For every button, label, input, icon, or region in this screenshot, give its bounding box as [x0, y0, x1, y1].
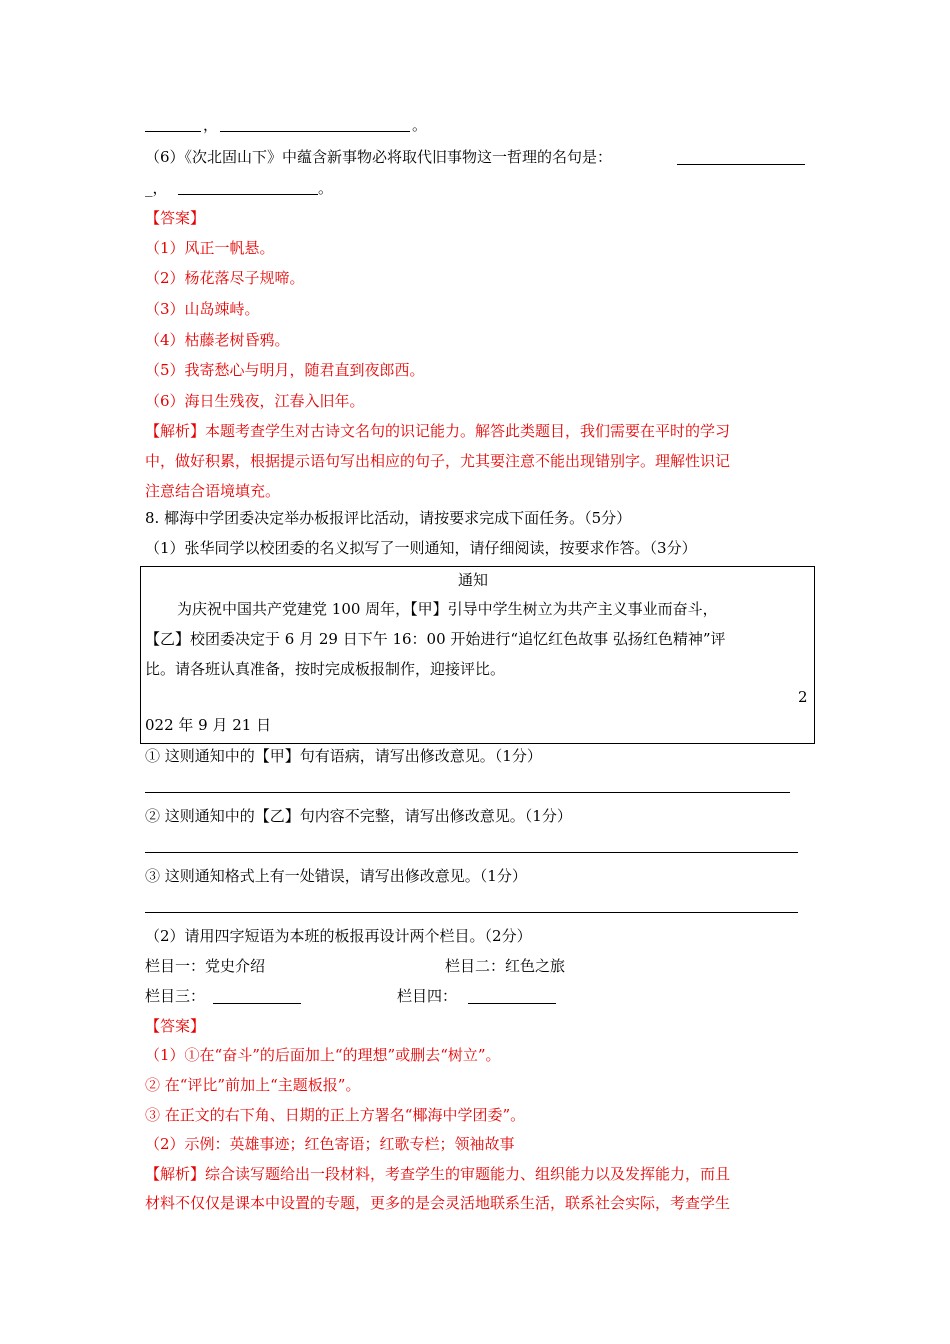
answer-line: ③ 在正文的右下角、日期的正上方署名“椰海中学团委”。	[145, 1106, 526, 1124]
notice-body-line: 比。请各班认真准备，按时完成板报制作，迎接评比。	[145, 660, 506, 678]
answer-line-blank[interactable]	[145, 912, 798, 913]
column-2: 栏目二：红色之旅	[445, 957, 566, 975]
notice-date: 022 年 9 月 21 日	[145, 716, 272, 734]
analysis-text: 本题考查学生对古诗文名句的识记能力。解答此类题目，我们需要在平时的学习	[205, 422, 731, 440]
answer-blank[interactable]	[677, 164, 805, 165]
answer-line: （1）①在“奋斗”的后面加上“的理想”或删去“树立”。	[145, 1046, 501, 1064]
answer-line: （4）枯藤老树昏鸦。	[145, 331, 290, 349]
answer-line: （2）示例：英雄事迹；红色寄语；红歌专栏；领袖故事	[145, 1135, 515, 1153]
column-4-blank[interactable]	[468, 1003, 556, 1004]
question-8-item-3: ③ 这则通知格式上有一处错误，请写出修改意见。（1分）	[145, 867, 527, 885]
answer-blank[interactable]	[178, 194, 318, 195]
question-8-item-2: ② 这则通知中的【乙】句内容不完整，请写出修改意见。（1分）	[145, 807, 572, 825]
analysis-text: 材料不仅仅是课本中设置的专题，更多的是会灵活地联系生活，联系社会实际，考查学生	[145, 1194, 731, 1212]
column-4: 栏目四：	[397, 987, 458, 1005]
analysis-text: 注意结合语境填充。	[145, 482, 281, 500]
answer-label: 【答案】	[145, 209, 206, 227]
question-7-6: （6）《次北固山下》中蕴含新事物必将取代旧事物这一哲理的名句是：	[145, 148, 613, 166]
analysis-text: 综合读写题给出一段材料，考查学生的审题能力、组织能力以及发挥能力，而且	[205, 1165, 731, 1183]
answer-line: （1）风正一帆悬。	[145, 239, 275, 257]
analysis-label: 【解析】	[145, 1165, 206, 1183]
answer-line: （2）杨花落尽子规啼。	[145, 269, 305, 287]
answer-line-blank[interactable]	[145, 792, 790, 793]
separator-text: _，	[145, 179, 168, 197]
answer-line: （5）我寄愁心与明月，随君直到夜郎西。	[145, 361, 425, 379]
answer-line: ② 在“评比”前加上“主题板报”。	[145, 1076, 361, 1094]
notice-date: 2	[798, 688, 808, 706]
period-text: 。	[318, 179, 334, 197]
answer-line-blank[interactable]	[145, 852, 798, 853]
period-text: 。	[412, 116, 428, 134]
question-8-title: 8. 椰海中学团委决定举办板报评比活动，请按要求完成下面任务。（5分）	[145, 509, 632, 527]
column-1: 栏目一：党史介绍	[145, 957, 266, 975]
analysis-paragraph	[145, 1164, 730, 1184]
separator-text: ，	[203, 116, 219, 134]
answer-line: （3）山岛竦峙。	[145, 300, 260, 318]
answer-line: （6）海日生残夜，江春入旧年。	[145, 392, 365, 410]
question-8-item-1: ① 这则通知中的【甲】句有语病，请写出修改意见。（1分）	[145, 747, 542, 765]
analysis-paragraph	[145, 421, 730, 441]
question-8-2: （2）请用四字短语为本班的板报再设计两个栏目。（2分）	[145, 927, 532, 945]
answer-blank[interactable]	[220, 131, 410, 132]
question-8-1: （1）张华同学以校团委的名义拟写了一则通知，请仔细阅读，按要求作答。（3分）	[145, 539, 697, 557]
notice-body-line: 为庆祝中国共产党建党 100 周年，【甲】引导中学生树立为共产主义事业而奋斗，	[177, 600, 718, 618]
notice-body-line: 【乙】校团委决定于 6 月 29 日下午 16：00 开始进行“追忆红色故事 弘扬红色精神”评	[145, 630, 726, 648]
answer-label: 【答案】	[145, 1017, 206, 1035]
notice-title: 通知	[458, 571, 489, 589]
answer-blank[interactable]	[145, 131, 201, 132]
column-3: 栏目三：	[145, 987, 206, 1005]
column-3-blank[interactable]	[213, 1003, 301, 1004]
analysis-label: 【解析】	[145, 422, 206, 440]
notice-box	[140, 566, 815, 744]
analysis-text: 中，做好积累，根据提示语句写出相应的句子，尤其要注意不能出现错别字。理解性识记	[145, 452, 731, 470]
